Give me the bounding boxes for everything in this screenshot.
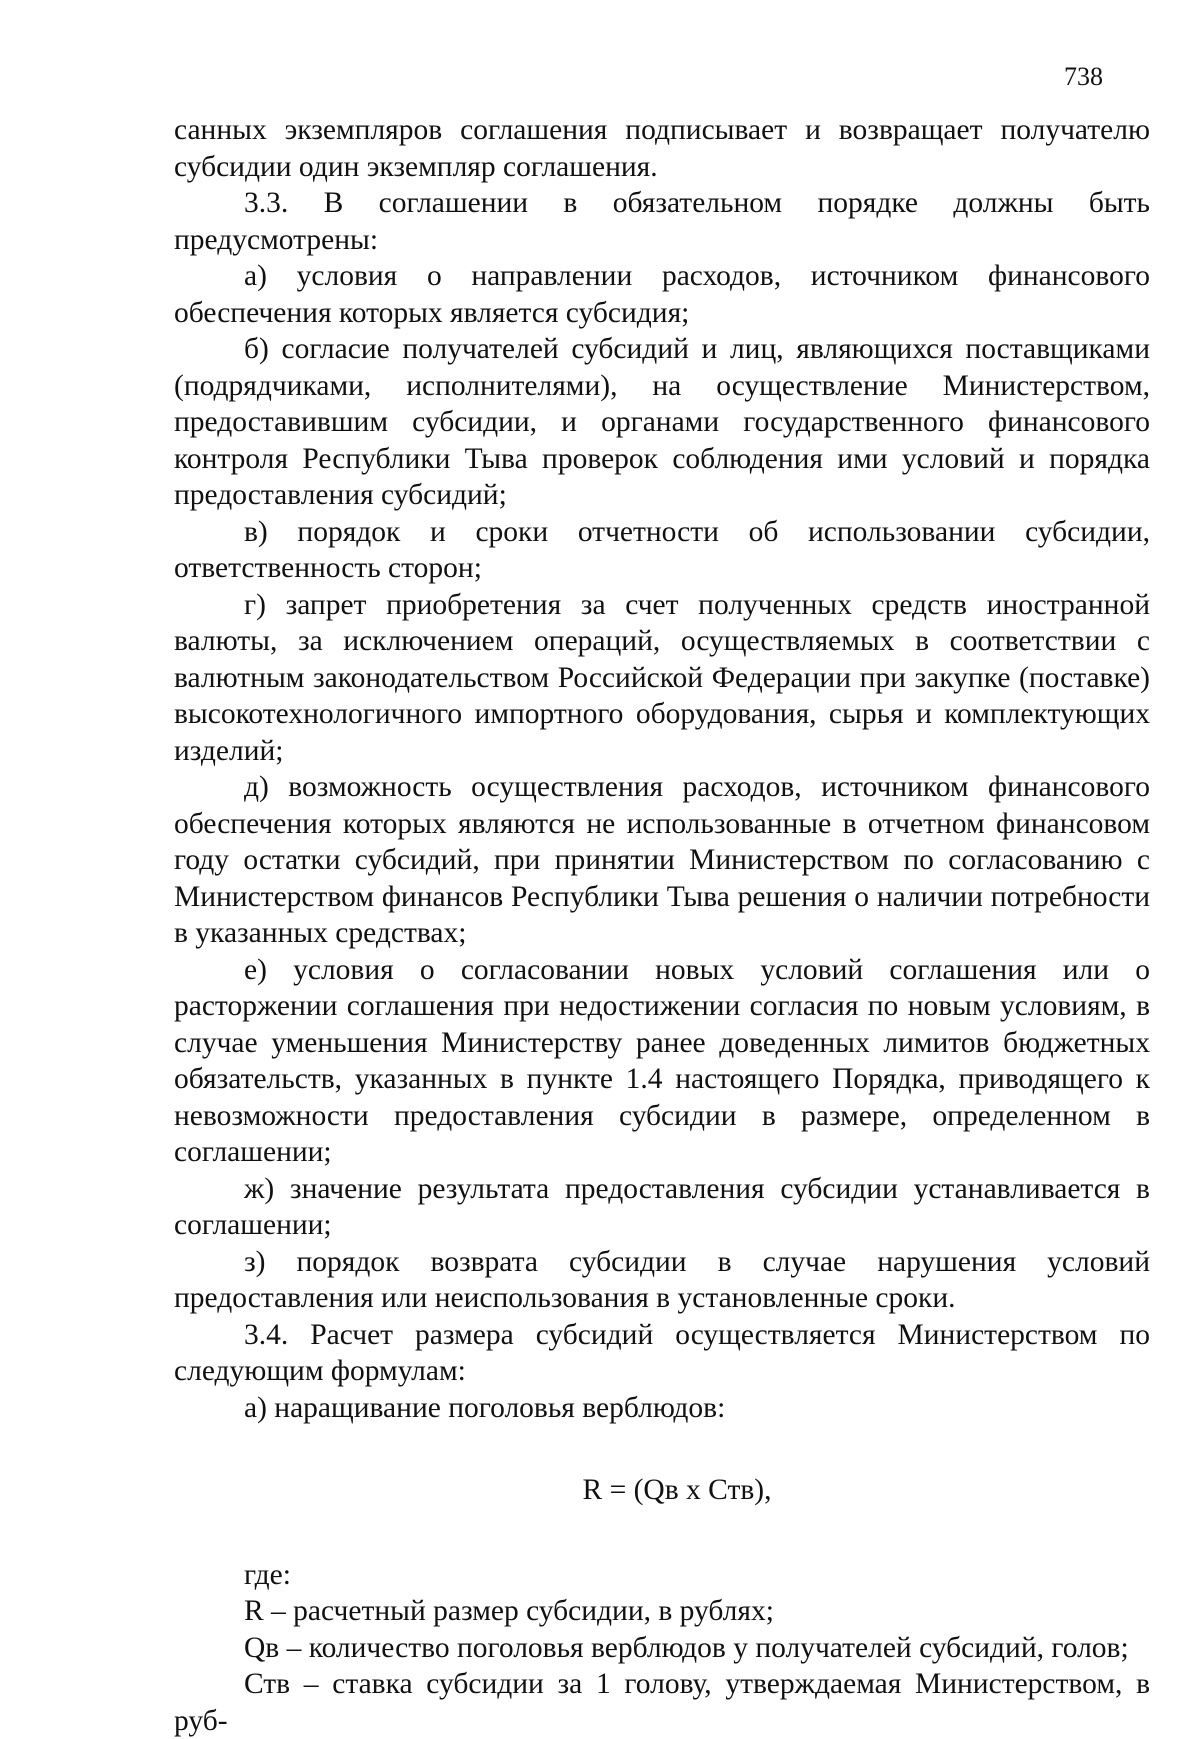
paragraph-item-d: д) возможность осуществления расходов, источником финансового обеспечения которых являются не использованные в отчетном финансовом году остатки субсидий, при принятии Министерством по согласованию с Министерством финансов Республики Тыва решения о наличии потребности в указанных средствах; [174, 771, 1150, 949]
paragraph-3-3: 3.3. В соглашении в обязательном порядке должны быть предусмотрены: [174, 187, 1150, 256]
paragraph-3-4: 3.4. Расчет размера субсидий осуществляется Министерством по следующим формулам: [174, 1318, 1150, 1387]
paragraph-item-b: б) согласие получателей субсидий и лиц, являющихся поставщиками (подрядчиками, исполнителями), на осуществление Министерством, предоставившим субсидии, и органами государственного финансового контроля Республики Тыва проверок соблюдения ими условий и порядка предоставления субсидий; [174, 333, 1150, 511]
paragraph-item-e: е) условия о согласовании новых условий соглашения или о расторжении соглашения при недостижении согласия по новым условиям, в случае уменьшения Министерству ранее доведенных лимитов бюджетных обязательств, указанных в пункте 1.4 настоящего Порядка, приводящего к невозможности предоставления субсидии в размере, определенном в соглашении; [174, 953, 1150, 1168]
paragraph-continuation: санных экземпляров соглашения подписывает и возвращает получателю субсидии один экземпляр соглашения. [174, 114, 1150, 183]
paragraph-item-g: г) запрет приобретения за счет полученных средств иностранной валюты, за исключением операций, осуществляемых в соответствии с валютным законодательством Российской Федерации при закупке (поставке) высокотехнологичного импортного оборудования, сырья и комплектующих изделий; [174, 588, 1150, 767]
document-body [174, 112, 1150, 1739]
paragraph-formula-intro: а) наращивание поголовья верблюдов: [244, 1391, 726, 1424]
paragraph-item-zh: ж) значение результата предоставления субсидии устанавливается в соглашении; [174, 1172, 1150, 1241]
definition-st: Ств – ставка субсидии за 1 голову, утверждаемая Министерством, в руб- [174, 1668, 1150, 1737]
definition-q: Qв – количество поголовья верблюдов у получателей субсидий, голов; [244, 1631, 1129, 1664]
formula: R = (Qв х Ств), [582, 1474, 772, 1506]
paragraph-item-z: з) порядок возврата субсидии в случае нарушения условий предоставления или неиспользования в установленные сроки. [174, 1245, 1150, 1314]
page-number: 738 [1064, 62, 1103, 91]
definition-r: R – расчетный размер субсидии, в рублях; [244, 1595, 774, 1627]
paragraph-item-a: а) условия о направлении расходов, источником финансового обеспечения которых является субсидия; [174, 260, 1150, 329]
paragraph-item-v: в) порядок и сроки отчетности об использовании субсидии, ответственность сторон; [174, 515, 1150, 584]
where-label: где: [244, 1558, 291, 1591]
